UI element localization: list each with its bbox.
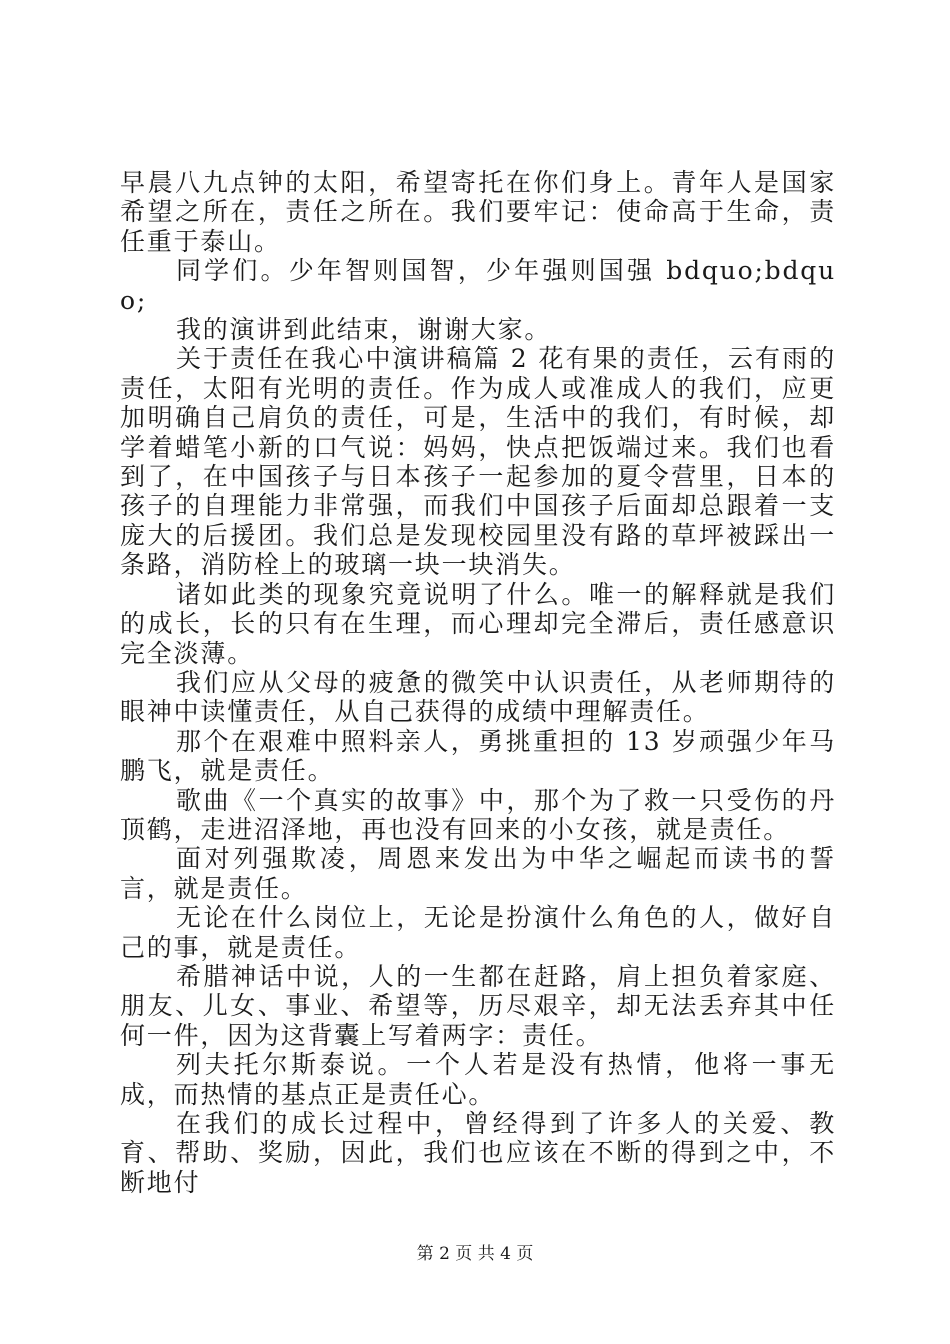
paragraph-1: 早晨八九点钟的太阳，希望寄托在你们身上。青年人是国家希望之所在，责任之所在。我们要牢记：使命高于生命，责任重于泰山。: [120, 168, 836, 256]
paragraph-10: 无论在什么岗位上，无论是扮演什么角色的人，做好自己的事，就是责任。: [120, 903, 836, 962]
paragraph-11: 希腊神话中说，人的一生都在赶路，肩上担负着家庭、朋友、儿女、事业、希望等，历尽艰辛，却无法丢弃其中任何一件，因为这背囊上写着两字：责任。: [120, 961, 836, 1050]
paragraph-9: 面对列强欺凌，周恩来发出为中华之崛起而读书的誓言，就是责任。: [120, 844, 836, 903]
paragraph-12: 列夫托尔斯泰说。一个人若是没有热情，他将一事无成，而热情的基点正是责任心。: [120, 1050, 836, 1109]
page-number-label: 第 2 页 共 4 页: [416, 1244, 534, 1264]
paragraph-5: 诸如此类的现象究竟说明了什么。唯一的解释就是我们的成长，长的只有在生理，而心理却完全滞后，责任感意识完全淡薄。: [120, 579, 836, 668]
paragraph-7: 那个在艰难中照料亲人，勇挑重担的 13 岁顽强少年马鹏飞，就是责任。: [120, 726, 836, 786]
paragraph-13: 在我们的成长过程中，曾经得到了许多人的关爱、教育、帮助、奖励，因此，我们也应该在不断的得到之中，不断地付: [120, 1109, 836, 1197]
paragraph-4: 关于责任在我心中演讲稿篇 2 花有果的责任，云有雨的责任，太阳有光明的责任。作为成人或准成人的我们，应更加明确自己肩负的责任，可是，生活中的我们，有时候，却学着蜡笔小新的口气说：妈妈，快点把饭端过来。我们也看到了，在中国孩子与日本孩子一起参加的夏令营里，日本的孩子的自理能力非常强，而我们中国孩子后面却总跟着一支庞大的后援团。我们总是发现校园里没有路的草坪被踩出一条路，消防栓上的玻璃一块一块消失。: [120, 344, 836, 580]
paragraph-6: 我们应从父母的疲惫的微笑中认识责任，从老师期待的眼神中读懂责任，从自己获得的成绩中理解责任。: [120, 667, 836, 727]
page-footer: [0, 1243, 950, 1265]
paragraph-8: 歌曲《一个真实的故事》中，那个为了救一只受伤的丹顶鹤，走进沼泽地，再也没有回来的小女孩，就是责任。: [120, 785, 836, 844]
paragraph-2: 同学们。少年智则国智，少年强则国强 bdquo;bdquo;: [120, 256, 836, 315]
document-body: [120, 168, 836, 1197]
paragraph-3: 我的演讲到此结束，谢谢大家。: [176, 315, 552, 345]
